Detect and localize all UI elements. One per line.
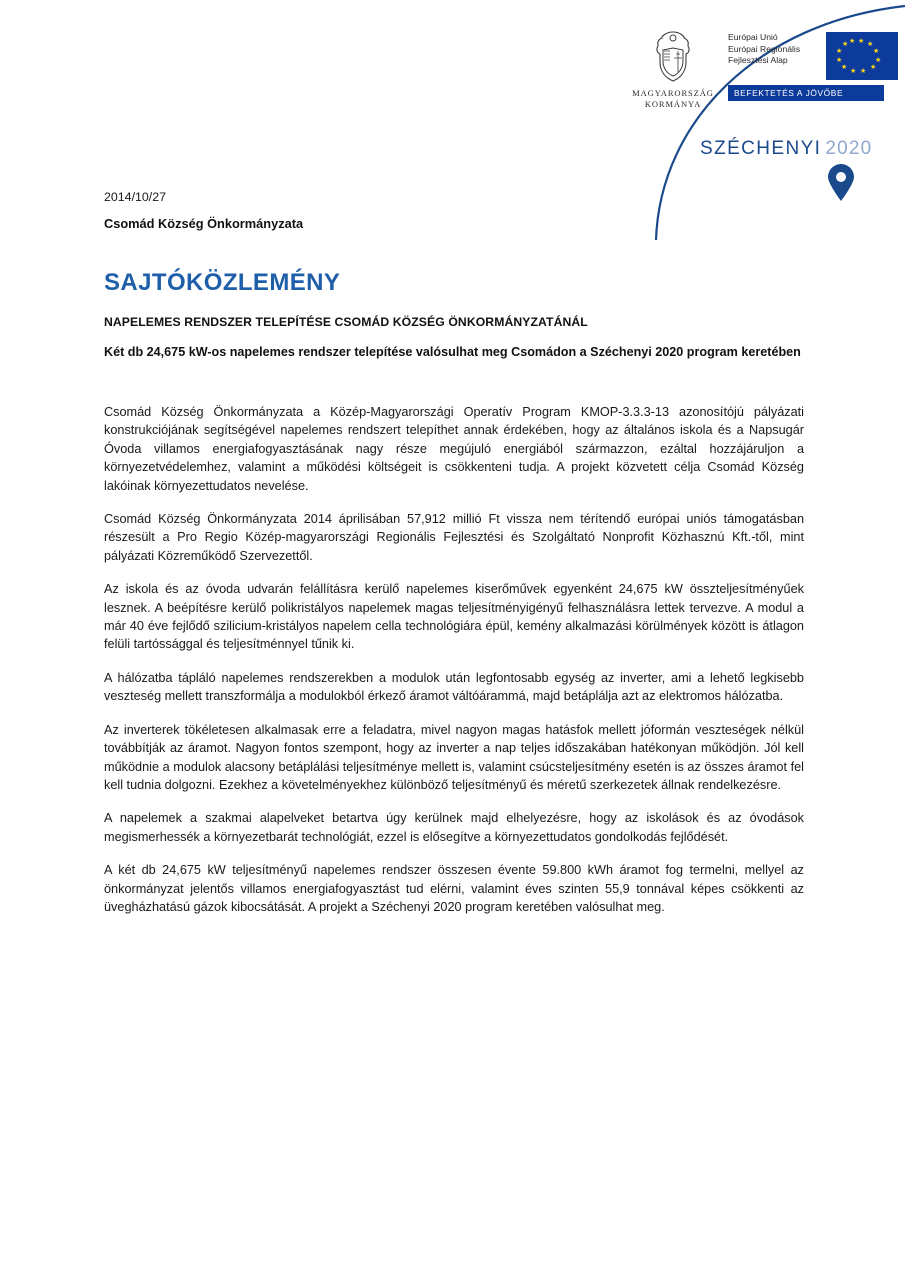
body-paragraph: A két db 24,675 kW teljesítményű napelemes rendszer összesen évente 59.800 kWh áramot fog termelni, mellyel az önkormányzat jelentős villamos energiafogyasztást tud elérni, valamint éves szinten 55,9 tonnával képes csökkenti az üvegházhatású gázok kibocsátását. A projekt a Széchenyi 2020 program keretében valósulhat meg. bbox=[104, 863, 804, 914]
coat-of-arms-block bbox=[618, 28, 728, 110]
organization-name: Csomád Község Önkormányzata bbox=[104, 216, 304, 231]
eu-line3: Fejlesztési Alap bbox=[728, 55, 788, 65]
szechenyi-logo bbox=[700, 138, 880, 198]
document-date: 2014/10/27 bbox=[104, 190, 167, 204]
eu-banner-text: BEFEKTETÉS A JÖVŐBE bbox=[728, 85, 884, 101]
body-paragraph: A napelemek a szakmai alapelveket betartva úgy kerülnek majd elhelyezésre, hogy az iskolások és az óvodások megismerhessék a környezetbarát technológiát, ezzel is elősegítve a környezettudatos gondolkodás fejlődését. bbox=[104, 811, 804, 844]
document-body bbox=[104, 190, 804, 931]
body-paragraph: Az iskola és az óvoda udvarán felállításra kerülő napelemes kiserőművek egyenként 24,675 kW összteljesítményűek lesznek. A beépítésre kerülő polikristályos napelemek magas teljesítményigényű felhasználásra lettek tervezve. A modul a már 40 éve fejlődő szilicium-kristályos napelem cella technológiára épül, kemény alkalmazási körülmények között is átlagon felüli tartóssággal és teljesítménnyel tűnik ki. bbox=[104, 582, 804, 652]
szechenyi-year: 2020 bbox=[825, 138, 873, 159]
coat-of-arms-line1: MAGYARORSZÁG bbox=[632, 88, 714, 98]
hungary-coat-of-arms-icon bbox=[650, 28, 696, 84]
eu-logo-block bbox=[728, 32, 898, 101]
body-paragraph: Az inverterek tökéletesen alkalmasak erre a feladatra, mivel nagyon magas hatásfok mellett jóformán veszteségek nélkül továbbítják az áramot. Nagyon fontos szempont, hogy az inverter a nap teljes időszakában hatékonyan működjön. Jól kell működnie a modulok alacsony betáplálási teljesítménye mellett is, valamint csúcsteljesítmény esetén is az összes áramot fel kell tudnia dolgozni. Ezekhez a követelményekhez különböző teljesítményű és méretű szerkezetek állnak rendelkezésre. bbox=[104, 722, 804, 792]
body-paragraph: A hálózatba tápláló napelemes rendszerekben a modulok után legfontosabb egység az inverter, ami a lehető legkisebb veszteség mellett transzformálja a modulokból érkező áramot váltóárammá, majd betáplálja azt az elektromos hálózatba. bbox=[104, 670, 804, 704]
logo-block bbox=[600, 28, 880, 128]
body-paragraph: Csomád Község Önkormányzata 2014 áprilisában 57,912 millió Ft vissza nem térítendő európai uniós támogatásban részesült a Pro Regio Közép-magyarországi Regionális Fejlesztési és Szolgáltató Nonprofit Közhasznú Kft.-től, mint pályázati Közreműködő Szervezettől. bbox=[104, 512, 804, 563]
eu-line2: Európai Regionális bbox=[728, 43, 801, 54]
eu-line1: Európai Unió bbox=[728, 32, 778, 42]
eu-flag-icon: ★ ★ ★ ★ ★ ★ ★ ★ ★ ★ ★ ★ bbox=[826, 32, 898, 80]
page-title: SAJTÓKÖZLEMÉNY bbox=[104, 269, 341, 296]
document-lead: Két db 24,675 kW-os napelemes rendszer telepítése valósulhat meg Csomádon a Széchenyi 2020 program keretében bbox=[104, 345, 801, 359]
coat-of-arms-line2: KORMÁNYA bbox=[644, 99, 702, 109]
map-pin-icon bbox=[826, 164, 856, 202]
document-subtitle: NAPELEMES RENDSZER TELEPÍTÉSE CSOMÁD KÖZSÉG ÖNKORMÁNYZATÁNÁL bbox=[104, 315, 588, 329]
szechenyi-name: SZÉCHENYI bbox=[700, 138, 822, 159]
body-paragraph: Csomád Község Önkormányzata a Közép-Magyarországi Operatív Program KMOP-3.3.3-13 azonosítójú pályázati konstrukciójának segítségével napelemes rendszert telepíthet annak érdekében, hogy az általános iskola és a Napsugár Óvoda villamos energiafogyasztásának nagy része megújuló energiából származzon, ezáltal hozzájáruljon a környezetvédelemhez, valamint a működési költségeit is csökkenteni tudja. A projekt közvetett célja Csomád Község lakóinak környezettudatos nevelése. bbox=[104, 405, 804, 493]
